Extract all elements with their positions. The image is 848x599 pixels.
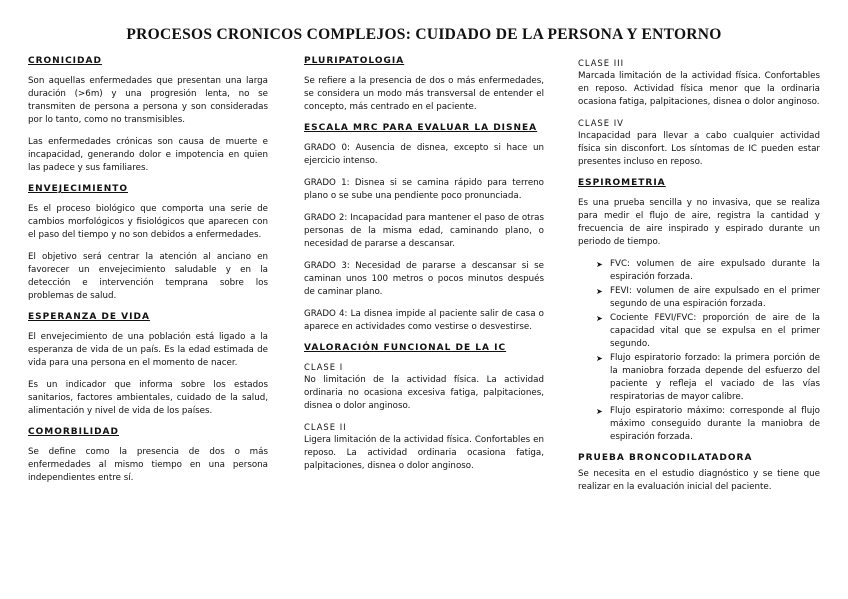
envejecimiento-paragraph-2: El objetivo será centrar la atención al anciano en favorecer un envejecimiento saludable y en la detección e intervención temprana sobre los problemas de salud. [28, 252, 268, 301]
heading-envejecimiento: ENVEJECIMIENTO [28, 184, 129, 194]
heading-pluripatologia: PLURIPATOLOGIA [304, 56, 405, 66]
esperanza-paragraph-2: Es un indicador que informa sobre los estados sanitarios, factores ambientales, cuidado de la salud, alimentación y nivel de vida de los países. [28, 380, 268, 416]
page-title: PROCESOS CRONICOS COMPLEJOS: CUIDADO DE LA PERSONA Y ENTORNO [126, 26, 722, 43]
column-2 [304, 56, 544, 482]
arrow-bullet-icon: ➤ [596, 314, 603, 323]
list-item [596, 285, 820, 311]
list-item [596, 312, 820, 351]
clase-i-text: No limitación de la actividad física. La actividad ordinaria no ocasiona excesiva fatiga, palpitaciones, disnea o dolor anginoso. [304, 375, 544, 411]
heading-valoracion-funcional: VALORACIÓN FUNCIONAL DE LA IC [304, 343, 507, 353]
list-item [596, 258, 820, 284]
heading-escala-mrc: ESCALA MRC PARA EVALUAR LA DISNEA [304, 123, 538, 133]
clase-ii-label: CLASE II [304, 422, 347, 432]
mrc-grado-2: GRADO 2: Incapacidad para mantener el paso de otras personas de la misma edad, caminando plano, o necesidad de pararse a descansar. [304, 213, 544, 249]
mrc-grado-3: GRADO 3: Necesidad de pararse a descansar si se caminan unos 100 metros o pocos minutos después de caminar plano. [304, 261, 544, 297]
clase-iii-text: Marcada limitación de la actividad física. Confortables en reposo. Actividad física menor que la ordinaria ocasiona fatiga, palpitaciones, disnea o dolor anginoso. [578, 71, 820, 107]
heading-comorbilidad: COMORBILIDAD [28, 427, 119, 437]
esperanza-paragraph-1: El envejecimiento de una población está ligado a la esperanza de vida de un país. Es la edad estimada de vida para una persona en el momento de nacer. [28, 332, 268, 368]
mrc-grado-1: GRADO 1: Disnea si se camina rápido para terreno plano o se sube una pendiente poco pronunciada. [304, 178, 544, 201]
clase-i-label: CLASE I [304, 362, 344, 372]
bronco-paragraph-1: Se necesita en el estudio diagnóstico y se tiene que realizar en la evaluación inicial del paciente. [578, 469, 820, 492]
arrow-bullet-icon: ➤ [596, 287, 603, 296]
bullet-text: Cociente FEVI/FVC: proporción de aire de la capacidad vital que se expulsa en el primer segundo. [610, 313, 820, 349]
clase-iv-text: Incapacidad para llevar a cabo cualquier actividad física sin disconfort. Los síntomas de IC pueden estar presentes incluso en reposo. [578, 131, 820, 167]
arrow-bullet-icon: ➤ [596, 354, 603, 363]
cronicidad-paragraph-2: Las enfermedades crónicas son causa de muerte e incapacidad, generando dolor e impotencia en quien las padece y sus familiares. [28, 137, 268, 173]
cronicidad-paragraph-1: Son aquellas enfermedades que presentan una larga duración (>6m) y una progresión lenta, no se transmiten de persona a persona y son consideradas por lo tanto, como no transmisibles. [28, 76, 268, 125]
espirometria-paragraph-1: Es una prueba sencilla y no invasiva, que se realiza para medir el flujo de aire, registra la cantidad y frecuencia de aire inspirado y espirado durante un periodo de tiempo. [578, 198, 820, 247]
bullet-text: Flujo espiratorio forzado: la primera porción de la maniobra forzada depende del esfuerzo del paciente y refleja el vaciado de las vías respiratorias de mayor calibre. [610, 353, 820, 402]
mrc-grado-0: GRADO 0: Ausencia de disnea, excepto si hace un ejercicio intenso. [304, 143, 544, 166]
comorbilidad-paragraph-1: Se define como la presencia de dos o más enfermedades al mismo tiempo en una persona independientes entre sí. [28, 447, 268, 483]
pluripatologia-paragraph-1: Se refiere a la presencia de dos o más enfermedades, se considera un modo más transversal de entender el concepto, más centrado en el paciente. [304, 76, 544, 112]
bullet-text: Flujo espiratorio máximo: corresponde al flujo máximo conseguido durante la maniobra de espiración forzada. [610, 406, 820, 442]
heading-prueba-broncodilatadora: PRUEBA BRONCODILATADORA [578, 453, 753, 463]
heading-cronicidad: CRONICIDAD [28, 56, 102, 66]
clase-iii-label: CLASE III [578, 58, 625, 68]
bullet-text: FVC: volumen de aire expulsado durante la espiración forzada. [610, 259, 820, 282]
arrow-bullet-icon: ➤ [596, 407, 603, 416]
bullet-text: FEVI: volumen de aire expulsado en el primer segundo de una espiración forzada. [610, 286, 820, 309]
column-3 [578, 58, 820, 503]
envejecimiento-paragraph-1: Es el proceso biológico que comporta una serie de cambios morfológicos y fisiológicos que aparecen con el paso del tiempo y no son debidos a enfermedades. [28, 204, 268, 240]
column-1 [28, 56, 268, 494]
heading-espirometria: ESPIROMETRIA [578, 178, 666, 188]
list-item [596, 352, 820, 404]
heading-esperanza-de-vida: ESPERANZA DE VIDA [28, 312, 150, 322]
mrc-grado-4: GRADO 4: La disnea impide al paciente salir de casa o aparece en actividades como vestirse o desvestirse. [304, 309, 544, 332]
espirometria-bullet-list [578, 258, 820, 444]
list-item [596, 405, 820, 444]
clase-iv-label: CLASE IV [578, 118, 624, 128]
clase-ii-text: Ligera limitación de la actividad física. Confortables en reposo. La actividad ordinaria ocasiona fatiga, palpitaciones, disnea o dolor anginoso. [304, 435, 544, 471]
arrow-bullet-icon: ➤ [596, 260, 603, 269]
